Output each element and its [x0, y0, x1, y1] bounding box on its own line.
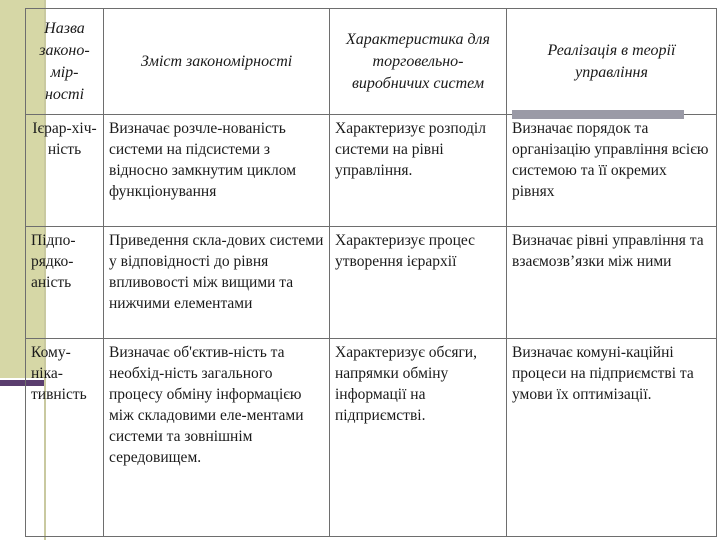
- header-realization: Реалізація в теорії управління: [507, 9, 717, 115]
- table-row: [26, 115, 717, 227]
- row-characteristic: Характеризує процес утворення ієрархії: [330, 227, 507, 339]
- row-characteristic: Характеризує розподіл системи на рівні управління.: [330, 115, 507, 227]
- row-pattern-name: Підпо-рядко-аність: [26, 227, 104, 339]
- row-pattern-name: Ієрар-хіч-ність: [26, 115, 104, 227]
- header-pattern-name: Назва законо-мір-ності: [26, 9, 104, 115]
- table-header-row: [26, 9, 717, 115]
- row-content: Визначає об'єктив-ність та необхід-ність загального процесу обміну інформацією між складовими еле-ментами системи та зовнішнім середовищем.: [104, 339, 330, 537]
- patterns-table: [25, 8, 717, 537]
- row-characteristic: Характеризує обсяги, напрямки обміну інформації на підприємстві.: [330, 339, 507, 537]
- row-pattern-name: Кому-ніка-тивність: [26, 339, 104, 537]
- table-row: [26, 339, 717, 537]
- header-pattern-content: Зміст закономірності: [104, 9, 330, 115]
- slide-decor-accent-bar: [512, 110, 684, 119]
- row-content: Визначає розчле-нованість системи на підсистеми з відносно замкнутим циклом функціонування: [104, 115, 330, 227]
- table-row: [26, 227, 717, 339]
- row-realization: Визначає комуні-каційні процеси на підприємстві та умови їх оптимізації.: [507, 339, 717, 537]
- row-realization: Визначає порядок та організацію управління всією системою та її окремих рівнях: [507, 115, 717, 227]
- row-content: Приведення скла-дових системи у відповідності до рівня впливовості між вищими та нижчими елементами: [104, 227, 330, 339]
- header-characteristic: Характеристика для торговельно-виробничих систем: [330, 9, 507, 115]
- row-realization: Визначає рівні управління та взаємозв’язки між ними: [507, 227, 717, 339]
